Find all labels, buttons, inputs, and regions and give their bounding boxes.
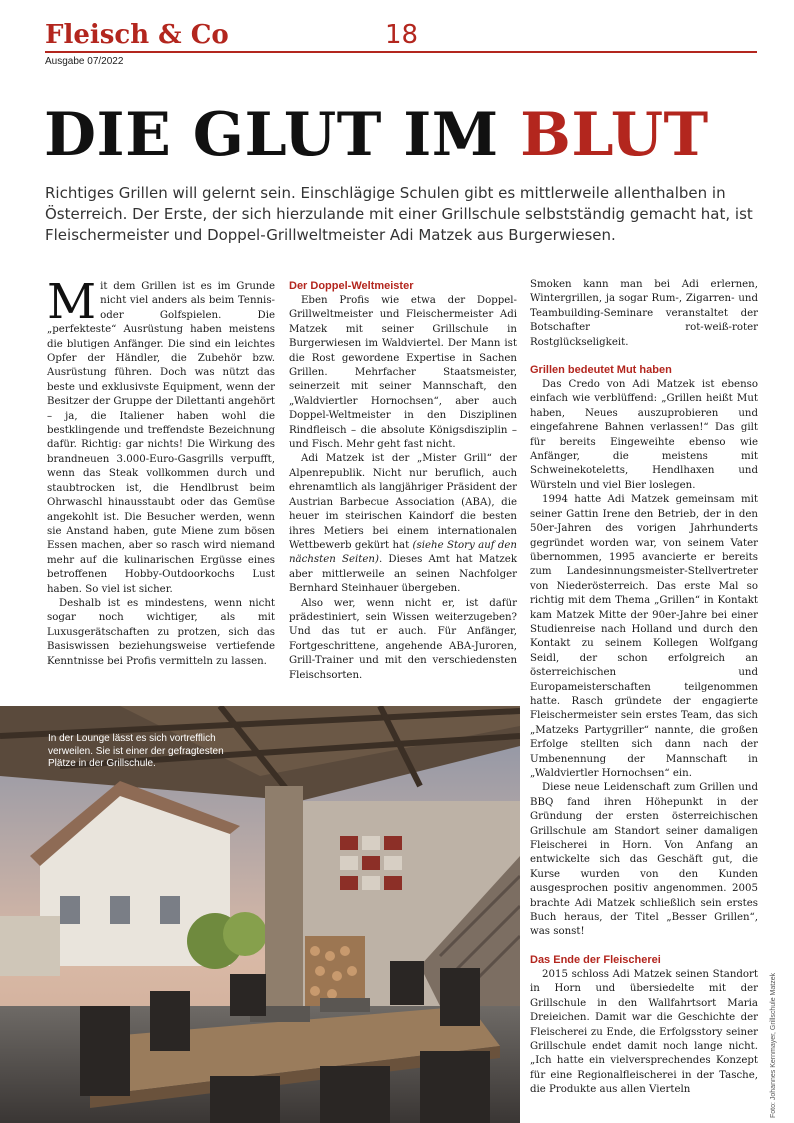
section-heading: Das Ende der Fleischerei (530, 953, 661, 966)
paragraph-text: . Dieses Amt hat Matzek aber mittlerweile an seinen Nachfolger Bernhard Steinhauer übergeben. (289, 554, 517, 595)
magazine-brand: Fleisch & Co (45, 20, 229, 50)
issue-label: Ausgabe 07/2022 (45, 56, 124, 67)
paragraph: Smoken kann man bei Adi erlernen, Wintergrillen, ja sogar Rum-, Zigarren- und Teambuilding-Seminare veranstaltet der Botschafter rot-weiß-roter Rostglückseligkeit. (530, 279, 758, 348)
paragraph: Eben Profis wie etwa der Doppel-Grillweltmeister und Fleischermeister Adi Matzek mit seiner Grillschule in Burgerwiesen im Waldviertel. Der Mann ist die Rost gewordene Expertise in Sachen Grillen. Mehrfacher Staatsmeister, seinerzeit mit seiner Mannschaft, den „Waldviertler Hornochsen“, aber auch Doppel-Weltmeister in den Disziplinen Rindfleisch – die absolute Königsdisziplin – und Fisch. Mehr geht fast nicht. (289, 295, 517, 451)
article-column-1 (47, 274, 275, 669)
paragraph: Das Credo von Adi Matzek ist ebenso einfach wie verblüffend: „Grillen heißt Mut haben, Neues auszuprobieren und eingefahrene Bahnen verlassen!“ Das gilt für bereits Eingeweihte ebenso wie Anfänger, die meistens mit Schweinekoteletts, Hendlhaxen und Würsteln und viel Bier loslegen. (530, 379, 758, 491)
headline-part-black: DIE GLUT IM (44, 100, 521, 170)
article-lead: Richtiges Grillen will gelernt sein. Einschlägige Schulen gibt es mittlerweile allenthalben in Österreich. Der Erste, der sich hierzulande mit einer Grillschule selbstständig gemacht hat, ist Fleischermeister und Doppel-Grillweltmeister Adi Matzek aus Burgerwiesen. (45, 184, 753, 244)
drop-cap: M (47, 274, 97, 330)
cross-reference: (siehe Story auf den nächsten Seiten) (289, 539, 517, 566)
paragraph (289, 452, 517, 596)
section-heading: Der Doppel-Weltmeister (289, 280, 414, 292)
paragraph: Also wer, wenn nicht er, ist dafür prädestiniert, sein Wissen weiterzugeben? Und das tut er auch. Für Anfänger, Fortgeschrittene, angehende ABA-Juroren, Grill-Trainer und mit den verschiedensten Fleischsorten. (289, 597, 517, 681)
section-heading: Grillen bedeutet Mut haben (530, 364, 672, 377)
paragraph-text: Adi Matzek ist der „Mister Grill“ der Alpenrepublik. Nicht nur beruflich, auch ehrenamtlich als langjähriger Präsident der Austrian Barbecue Association (ABA), die heuer im steirischen Kaindorf die besten ihres Metiers bei einem internationalen Wettbewerb gekürt hat (289, 453, 517, 551)
photo-caption: In der Lounge lässt es sich vortrefflich verweilen. Sie ist einer der gefragtesten Plätze in der Grillschule. (48, 733, 224, 769)
paragraph (47, 274, 275, 597)
paragraph: 2015 schloss Adi Matzek seinen Standort in Horn und übersiedelte mit der Grillschule in den Wallfahrtsort Maria Dreieichen. Damit war die Geschichte der Fleischerei zu Ende, die Erfolgsstory seiner Grillschule endet damit noch lange nicht. „Ich hatte ein vielversprechendes Konzept für eine Regionalfleischerei in der Tasche, die Produkte aus allen Vierteln (530, 968, 758, 1096)
article-headline (44, 100, 709, 170)
headline-part-red: BLUT (520, 100, 709, 170)
page-number: 18 (385, 20, 419, 50)
paragraph-text: it dem Grillen ist es im Grunde nicht viel anders als beim Tennis- oder Golfspielen. Die „perfekteste“ Ausrüstung haben meistens die blutigen Anfänger. Die sind ein leichtes Opfer der Händler, die Zubehör bzw. Ausrüstung führen. Doch was nützt das beste und exklusivste Equipment, wenn der Besitzer der Gruppe der Dilettanti angehört – ja, die Italiener haben wohl die bestklingende und treffendste Bezeichnung dafür. Richtig: gar nichts! Die Wirkung des brandneuen 3.000-Euro-Gasgrills verpufft, wenn das Steak vollkommen durch und staubtrocken ist, die Hendlbrust beim Ohrwaschl hinausstaubt oder das Gemüse angekohlt ist. Die Besucher werden, wenn sie Anstand haben, gute Miene zum bösen Essen machen, aber so rasch wird niemand mehr auf die kulinarischen Ergüsse eines betroffenen Hobby-Outdoorkochs Lust haben. So viel ist sicher. (47, 281, 275, 595)
header-rule (45, 51, 757, 53)
paragraph: Diese neue Leidenschaft zum Grillen und BBQ fand ihren Höhepunkt in der Gründung der ersten österreichischen Grillschule am Standort seiner damaligen Fleischerei in Horn. Von Anfang an entwickelte sich das Geschäft gut, die Kurse wurden von den Kunden ausgesprochen positiv angenommen. 2005 brachte Adi Matzek schließlich sein erstes Buch heraus, der Titel „Besser Grillen“, was sonst! (530, 782, 758, 938)
photo-credit: Foto: Johannes Kernmayer, Grillschule Matzek (770, 972, 777, 1118)
paragraph: 1994 hatte Adi Matzek gemeinsam mit seiner Gattin Irene den Betrieb, der in den 50er-Jahren des vorigen Jahrhunderts gegründet worden war, von seinem Vater übernommen, 1995 avancierte er bereits zum Landesinnungsmeister-Stellvertreter von Niederösterreich. Das erste Mal so richtig mit dem Thema „Grillen“ in Kontakt kam Matzek Mitte der 90er-Jahre bei einer Studienreise nach Holland und durch den Kontakt zu seinem Kollegen Wolfgang Seidl, der schon erfolgreich an österreichischen und Europameisterschaften teilgenommen hatte. Rasch gründete der engagierte Fleischermeister sein erstes Team, das sich „Matzeks Partygriller“ nannte, die großen Erfolge stellten sich dann nach der Umbenennung der Mannschaft in „Waldviertler Hornochsen“ ein. (530, 494, 758, 779)
article-column-3 (530, 278, 758, 1098)
article-column-2 (289, 278, 517, 683)
paragraph: Deshalb ist es mindestens, wenn nicht sogar noch wichtiger, als mit Luxusgerätschaften zu protzen, sich das Basiswissen beziehungsweise vertiefende Kenntnisse bei Profis vermitteln zu lassen. (47, 597, 275, 667)
